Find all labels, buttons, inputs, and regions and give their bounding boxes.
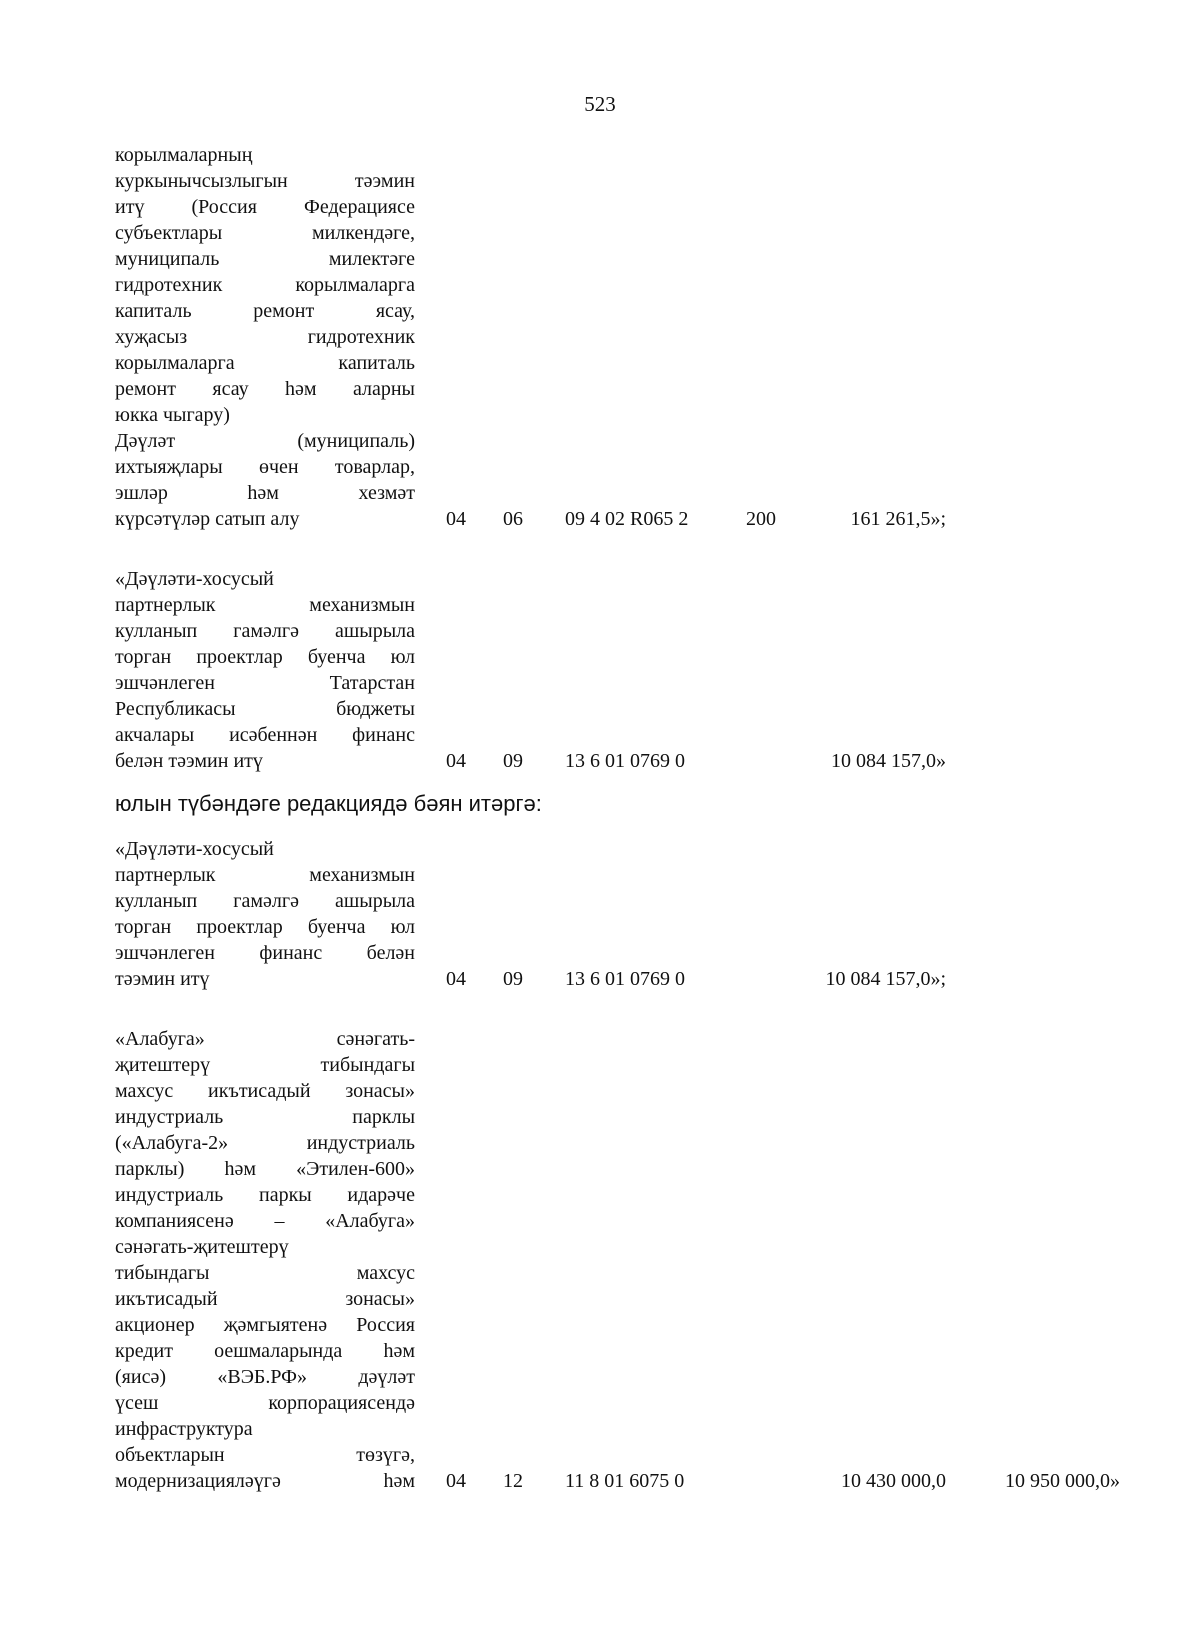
desc-line: компаниясенә – «Алабуга» [115, 1210, 415, 1232]
desc-line: «Алабуга» сәнәгать- [115, 1028, 415, 1050]
desc-line: корылмаларның [115, 144, 253, 166]
desc-line: «Дәүләти-хосусый [115, 838, 274, 860]
row-2-csr: 13 6 01 0769 0 [565, 750, 685, 772]
row-3-pr: 09 [503, 968, 523, 990]
desc-line: субъектлары милкендәге, [115, 222, 415, 244]
desc-line: («Алабуга-2» индустриаль [115, 1132, 415, 1154]
desc-line: белән тәэмин итү [115, 750, 263, 772]
desc-line: партнерлык механизмын [115, 864, 415, 886]
row-4-amount-1: 10 430 000,0 [841, 1470, 946, 1492]
row-3-description [115, 836, 415, 992]
desc-line: объектларын төзүгә, [115, 1444, 415, 1466]
desc-line: махсус икътисадый зонасы» [115, 1080, 415, 1102]
desc-line: җитештерү тибындагы [115, 1054, 415, 1076]
row-1-csr: 09 4 02 R065 2 [565, 508, 689, 530]
desc-line: торган проектлар буенча юл [115, 916, 415, 938]
desc-line: акционер җәмгыятенә Россия [115, 1314, 415, 1336]
row-1-pr: 06 [503, 508, 523, 530]
desc-line: торган проектлар буенча юл [115, 646, 415, 668]
desc-line: күрсәтүләр сатып алу [115, 508, 300, 530]
desc-line: кулланып гамәлгә ашырыла [115, 890, 415, 912]
desc-line: куркынычсызлыгын тәэмин [115, 170, 415, 192]
desc-line: кредит оешмаларында һәм [115, 1340, 415, 1362]
desc-line: (яисә) «ВЭБ.РФ» дәүләт [115, 1366, 415, 1388]
row-3-amount: 10 084 157,0»; [825, 968, 946, 990]
desc-line: сәнәгать-җитештерү [115, 1236, 289, 1258]
desc-line: гидротехник корылмаларга [115, 274, 415, 296]
row-4-csr: 11 8 01 6075 0 [565, 1470, 685, 1492]
desc-line: хуҗасыз гидротехник [115, 326, 415, 348]
desc-line: индустриаль паркы идарәче [115, 1184, 415, 1206]
desc-line: муниципаль милектәге [115, 248, 415, 270]
row-1-vr: 200 [746, 508, 776, 530]
row-1-description [115, 428, 415, 532]
desc-line: капиталь ремонт ясау, [115, 300, 415, 322]
desc-line: индустриаль парклы [115, 1106, 415, 1128]
row-4-amount-2: 10 950 000,0» [1005, 1470, 1120, 1492]
row-4-description [115, 1026, 415, 1494]
row-4-pr: 12 [503, 1470, 523, 1492]
desc-line: акчалары исәбеннән финанс [115, 724, 415, 746]
desc-line: модернизацияләүгә һәм [115, 1470, 415, 1492]
row-1-amount: 161 261,5»; [850, 508, 946, 530]
desc-line: Республикасы бюджеты [115, 698, 415, 720]
desc-line: ремонт ясау һәм аларны [115, 378, 415, 400]
row-4-rz: 04 [446, 1470, 466, 1492]
row-3-rz: 04 [446, 968, 466, 990]
row-2-rz: 04 [446, 750, 466, 772]
desc-line: инфраструктура [115, 1418, 253, 1440]
page-number: 523 [584, 92, 616, 116]
desc-line: үсеш корпорациясендә [115, 1392, 415, 1414]
desc-line: парклы) һәм «Этилен-600» [115, 1158, 415, 1180]
desc-line: партнерлык механизмын [115, 594, 415, 616]
desc-line: тибындагы махсус [115, 1262, 415, 1284]
desc-line: юкка чыгару) [115, 404, 230, 426]
desc-line: кулланып гамәлгә ашырыла [115, 620, 415, 642]
row-2-description [115, 566, 415, 774]
row-1-rz: 04 [446, 508, 466, 530]
desc-line: тәэмин итү [115, 968, 210, 990]
desc-line: Дәүләт (муниципаль) [115, 430, 415, 452]
desc-line: ихтыяҗлары өчен товарлар, [115, 456, 415, 478]
row-0-description [115, 142, 415, 428]
desc-line: эшчәнлеген Татарстан [115, 672, 415, 694]
row-3-csr: 13 6 01 0769 0 [565, 968, 685, 990]
row-2-amount: 10 084 157,0» [831, 750, 946, 772]
row-2-pr: 09 [503, 750, 523, 772]
desc-line: эшчәнлеген финанс белән [115, 942, 415, 964]
desc-line: эшләр һәм хезмәт [115, 482, 415, 504]
desc-line: итү (Россия Федерациясе [115, 196, 415, 218]
desc-line: корылмаларга капиталь [115, 352, 415, 374]
desc-line: икътисадый зонасы» [115, 1288, 415, 1310]
instruction-text: юлын түбәндәге редакциядә бәян итәргә: [115, 791, 542, 816]
desc-line: «Дәүләти-хосусый [115, 568, 274, 590]
